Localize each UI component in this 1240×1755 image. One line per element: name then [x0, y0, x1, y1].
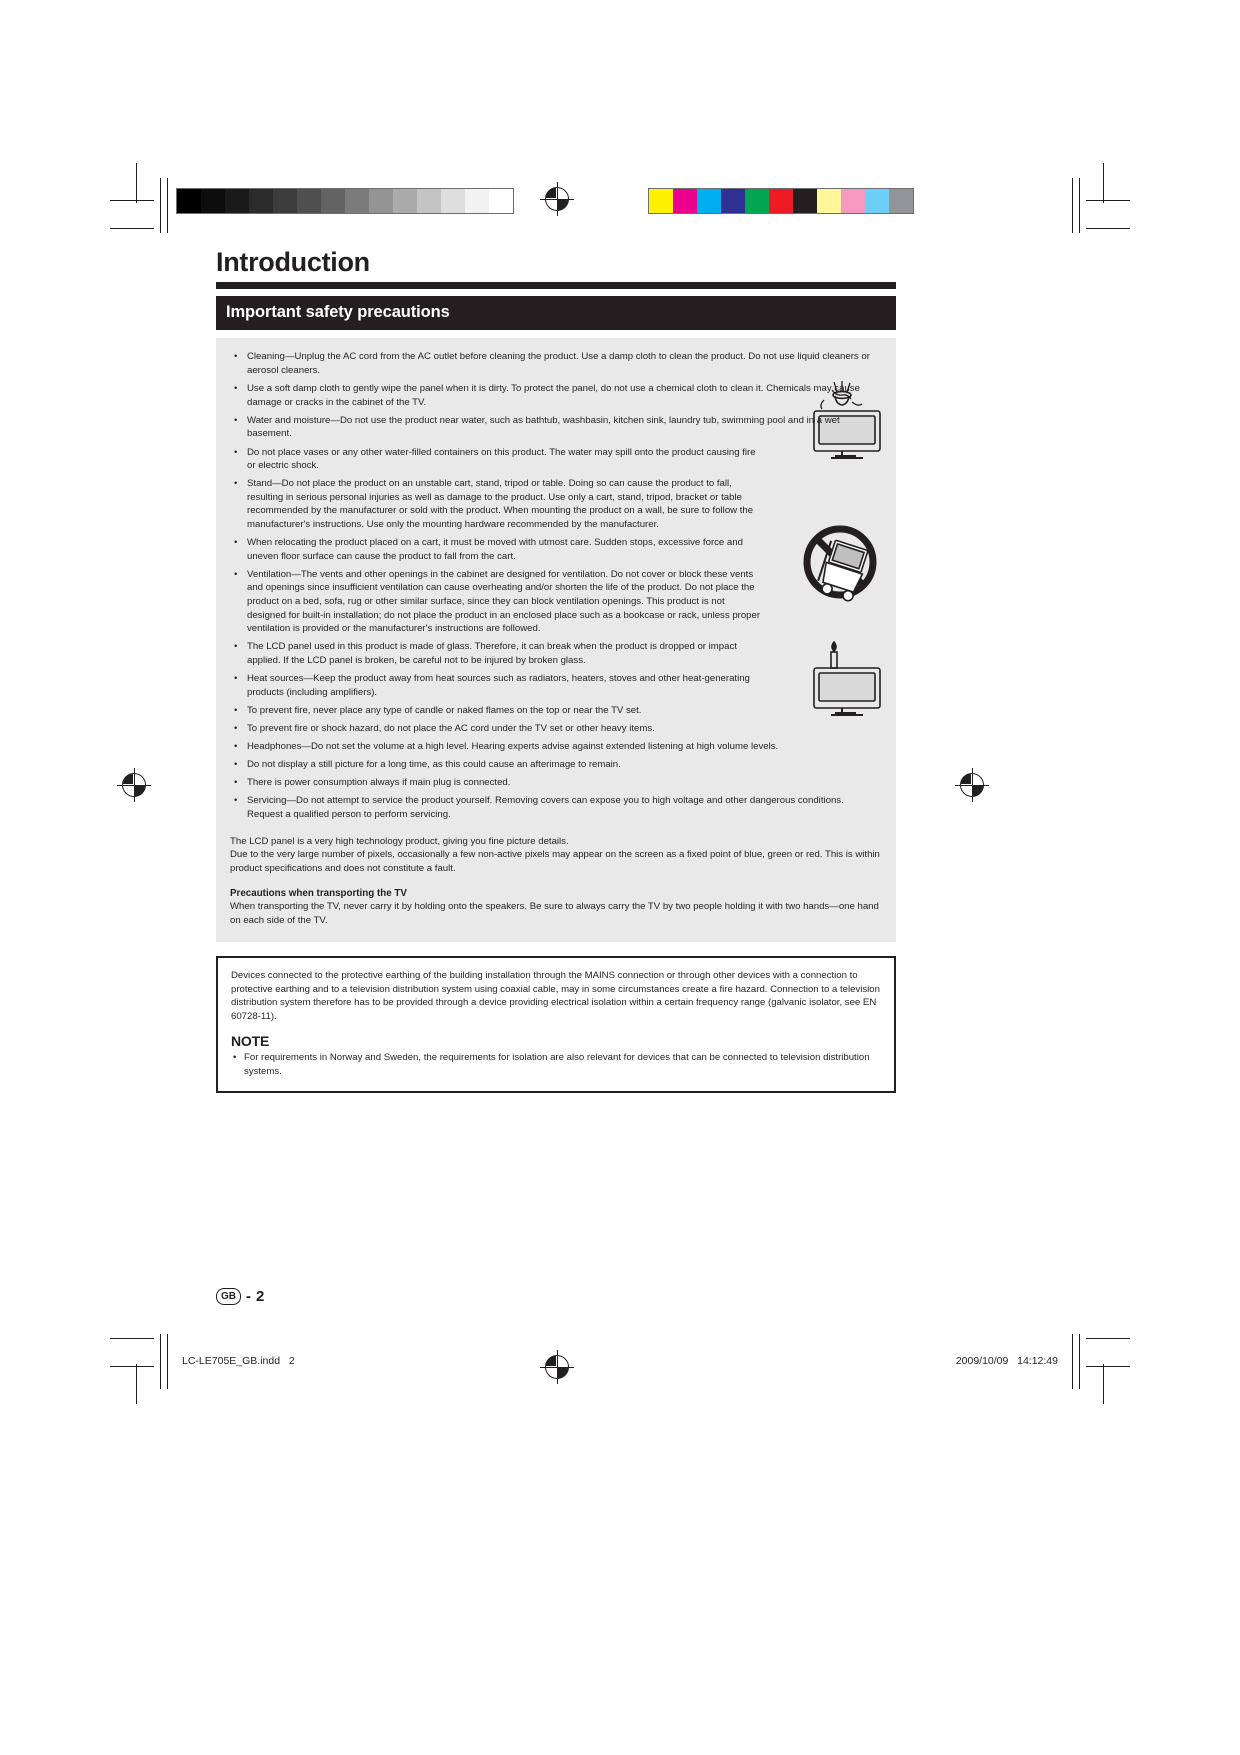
- crop-mark-top-left-v3: [167, 178, 168, 233]
- safety-list-item: • Do not display a still picture for a long time, as this could cause an afterimage to remain.: [230, 758, 882, 772]
- grayscale-swatch: [369, 189, 393, 213]
- crop-mark-bottom-left-v: [136, 1364, 137, 1404]
- color-swatch: [793, 189, 817, 213]
- title-rule: [216, 282, 896, 289]
- safety-list-item: • When relocating the product placed on a cart, it must be moved with utmost care. Sudden stops, excessive force and uneven floor surface can cause the product to fall from the cart.: [230, 536, 882, 563]
- safety-list-item: • Heat sources—Keep the product away from heat sources such as radiators, heaters, stoves and other heat-generating products (including amplifiers).: [230, 672, 882, 699]
- grayscale-swatch: [297, 189, 321, 213]
- crop-mark-bottom-left-v2: [160, 1334, 161, 1389]
- grayscale-swatch: [249, 189, 273, 213]
- grayscale-swatch: [441, 189, 465, 213]
- grayscale-swatch: [345, 189, 369, 213]
- lcd-panel-note: [230, 835, 882, 876]
- note-heading: NOTE: [231, 1033, 270, 1050]
- crop-mark-top-left-v2: [160, 178, 161, 233]
- note-list: [231, 1051, 881, 1078]
- page-separator: -: [246, 1288, 251, 1305]
- lcd-note-line-2: Due to the very large number of pixels, occasionally a few non-active pixels may appear on the screen as a fixed point of blue, green or red. This is within product specifications and does not constitute a fault.: [230, 849, 880, 874]
- safety-list-item: • Water and moisture—Do not use the product near water, such as bathtub, washbasin, kitchen sink, laundry tub, swimming pool and in a wet basement.: [230, 414, 882, 441]
- crop-mark-top-right-v3: [1079, 178, 1080, 233]
- crop-mark-bottom-left-h: [110, 1338, 154, 1339]
- grayscale-swatch: [177, 189, 201, 213]
- color-calibration-bar: [648, 188, 914, 214]
- crop-mark-bottom-left-h2: [110, 1366, 154, 1367]
- region-badge: GB: [216, 1288, 241, 1305]
- page-number: 2: [256, 1288, 265, 1305]
- grayscale-swatch: [465, 189, 489, 213]
- crop-mark-bottom-right-h: [1086, 1338, 1130, 1339]
- color-swatch: [721, 189, 745, 213]
- grayscale-swatch: [393, 189, 417, 213]
- crop-mark-top-right-v: [1103, 163, 1104, 203]
- grayscale-swatch: [273, 189, 297, 213]
- crop-mark-bottom-left-v3: [167, 1334, 168, 1389]
- color-swatch: [745, 189, 769, 213]
- color-swatch: [817, 189, 841, 213]
- crop-mark-top-right-v2: [1072, 178, 1073, 233]
- registration-target-top: [545, 187, 569, 211]
- page-content: [216, 248, 896, 1093]
- crop-mark-bottom-right-h2: [1086, 1366, 1130, 1367]
- grayscale-swatch: [321, 189, 345, 213]
- safety-precautions-list: [230, 350, 882, 821]
- safety-list-item: • The LCD panel used in this product is made of glass. Therefore, it can break when the product is dropped or impact applied. If the LCD panel is broken, be careful not to be injured by broken glass.: [230, 640, 882, 667]
- safety-list-item: • Do not place vases or any other water-filled containers on this product. The water may spill onto the product causing fire or electric shock.: [230, 446, 882, 473]
- lcd-note-line-1: The LCD panel is a very high technology product, giving you fine picture details.: [230, 835, 569, 847]
- safety-list-item: • Use a soft damp cloth to gently wipe the panel when it is dirty. To protect the panel, do not use a chemical cloth to clean it. Chemicals may cause damage or cracks in the cabinet of the TV.: [230, 382, 882, 409]
- grayscale-swatch: [201, 189, 225, 213]
- crop-mark-top-right-h: [1086, 200, 1130, 201]
- color-swatch: [889, 189, 913, 213]
- safety-list-item: • Cleaning—Unplug the AC cord from the AC outlet before cleaning the product. Use a damp cloth to clean the product. Do not use liquid cleaners or aerosol cleaners.: [230, 350, 882, 377]
- registration-target-left: [122, 773, 146, 797]
- crop-mark-bottom-right-v3: [1079, 1334, 1080, 1389]
- section-heading: Important safety precautions: [216, 296, 896, 330]
- safety-list-item: • Servicing—Do not attempt to service the product yourself. Removing covers can expose you to high voltage and other dangerous conditions. Request a qualified person to perform servicing.: [230, 794, 882, 821]
- safety-list-item: • Ventilation—The vents and other openings in the cabinet are designed for ventilation. Do not cover or block these vents and openings since insufficient ventilation can cause overheating and/or shorten the life of the product. Do not place the product on a bed, sofa, rug or other similar surface, since they can block ventilation openings. This product is not designed for built-in installation; do not place the product in an enclosed place such as a bookcase or rack, unless proper ventilation is provided or the manufacturer's instructions are followed.: [230, 568, 882, 636]
- color-swatch: [841, 189, 865, 213]
- earthing-text: Devices connected to the protective earthing of the building installation through the MAINS connection or through other devices with a connection to protective earthing and to a television distribution system using coaxial cable, may in some circumstances create a fire hazard. Connection to a television distribution system therefore has to be provided through a device providing electrical isolation within a certain frequency range (galvanic isolator, see EN 60728-11).: [231, 969, 880, 1023]
- color-swatch: [865, 189, 889, 213]
- transport-text: When transporting the TV, never carry it by holding onto the speakers. Be sure to always carry the TV by two people holding it with two hands—one hand on each side of the TV.: [230, 901, 879, 927]
- safety-list-item: • There is power consumption always if main plug is connected.: [230, 776, 882, 790]
- crop-mark-top-right-h2: [1086, 228, 1130, 229]
- page-number-block: [216, 1288, 264, 1305]
- grayscale-calibration-bar: [176, 188, 514, 214]
- page-title: Introduction: [216, 247, 370, 277]
- safety-list-item: • To prevent fire or shock hazard, do not place the AC cord under the TV set or other heavy items.: [230, 722, 882, 736]
- safety-list-item: • To prevent fire, never place any type of candle or naked flames on the top or near the TV set.: [230, 704, 882, 718]
- crop-mark-top-left-h: [110, 200, 154, 201]
- grayscale-swatch: [417, 189, 441, 213]
- safety-list-item: • Headphones—Do not set the volume at a high level. Hearing experts advise against extended listening at high volume levels.: [230, 740, 882, 754]
- crop-mark-bottom-right-v2: [1072, 1334, 1073, 1389]
- color-swatch: [649, 189, 673, 213]
- color-swatch: [673, 189, 697, 213]
- color-swatch: [697, 189, 721, 213]
- transport-heading: Precautions when transporting the TV: [230, 888, 407, 900]
- earthing-warning-box: [216, 956, 896, 1093]
- color-swatch: [769, 189, 793, 213]
- crop-mark-top-left-h2: [110, 228, 154, 229]
- grayscale-swatch: [225, 189, 249, 213]
- footer-file-name: LC-LE705E_GB.indd 2: [182, 1355, 295, 1367]
- footer-timestamp: 2009/10/09 14:12:49: [955, 1355, 1058, 1367]
- registration-target-bottom: [545, 1355, 569, 1379]
- safety-panel: [216, 338, 896, 941]
- safety-list-item: • Stand—Do not place the product on an unstable cart, stand, tripod or table. Doing so can cause the product to fall, resulting in serious personal injuries as well as damage to the product. Use only a cart, stand, tripod, bracket or table recommended by the manufacturer or sold with the product. When mounting the product on a wall, be sure to follow the manufacturer's instructions. Use only the mounting hardware recommended by the manufacturer.: [230, 477, 882, 531]
- crop-mark-top-left-v: [136, 163, 137, 203]
- note-list-item: • For requirements in Norway and Sweden, the requirements for isolation are also relevant for devices that can be connected to television distribution systems.: [231, 1051, 881, 1078]
- grayscale-swatch: [489, 189, 513, 213]
- registration-target-right: [960, 773, 984, 797]
- crop-mark-bottom-right-v: [1103, 1364, 1104, 1404]
